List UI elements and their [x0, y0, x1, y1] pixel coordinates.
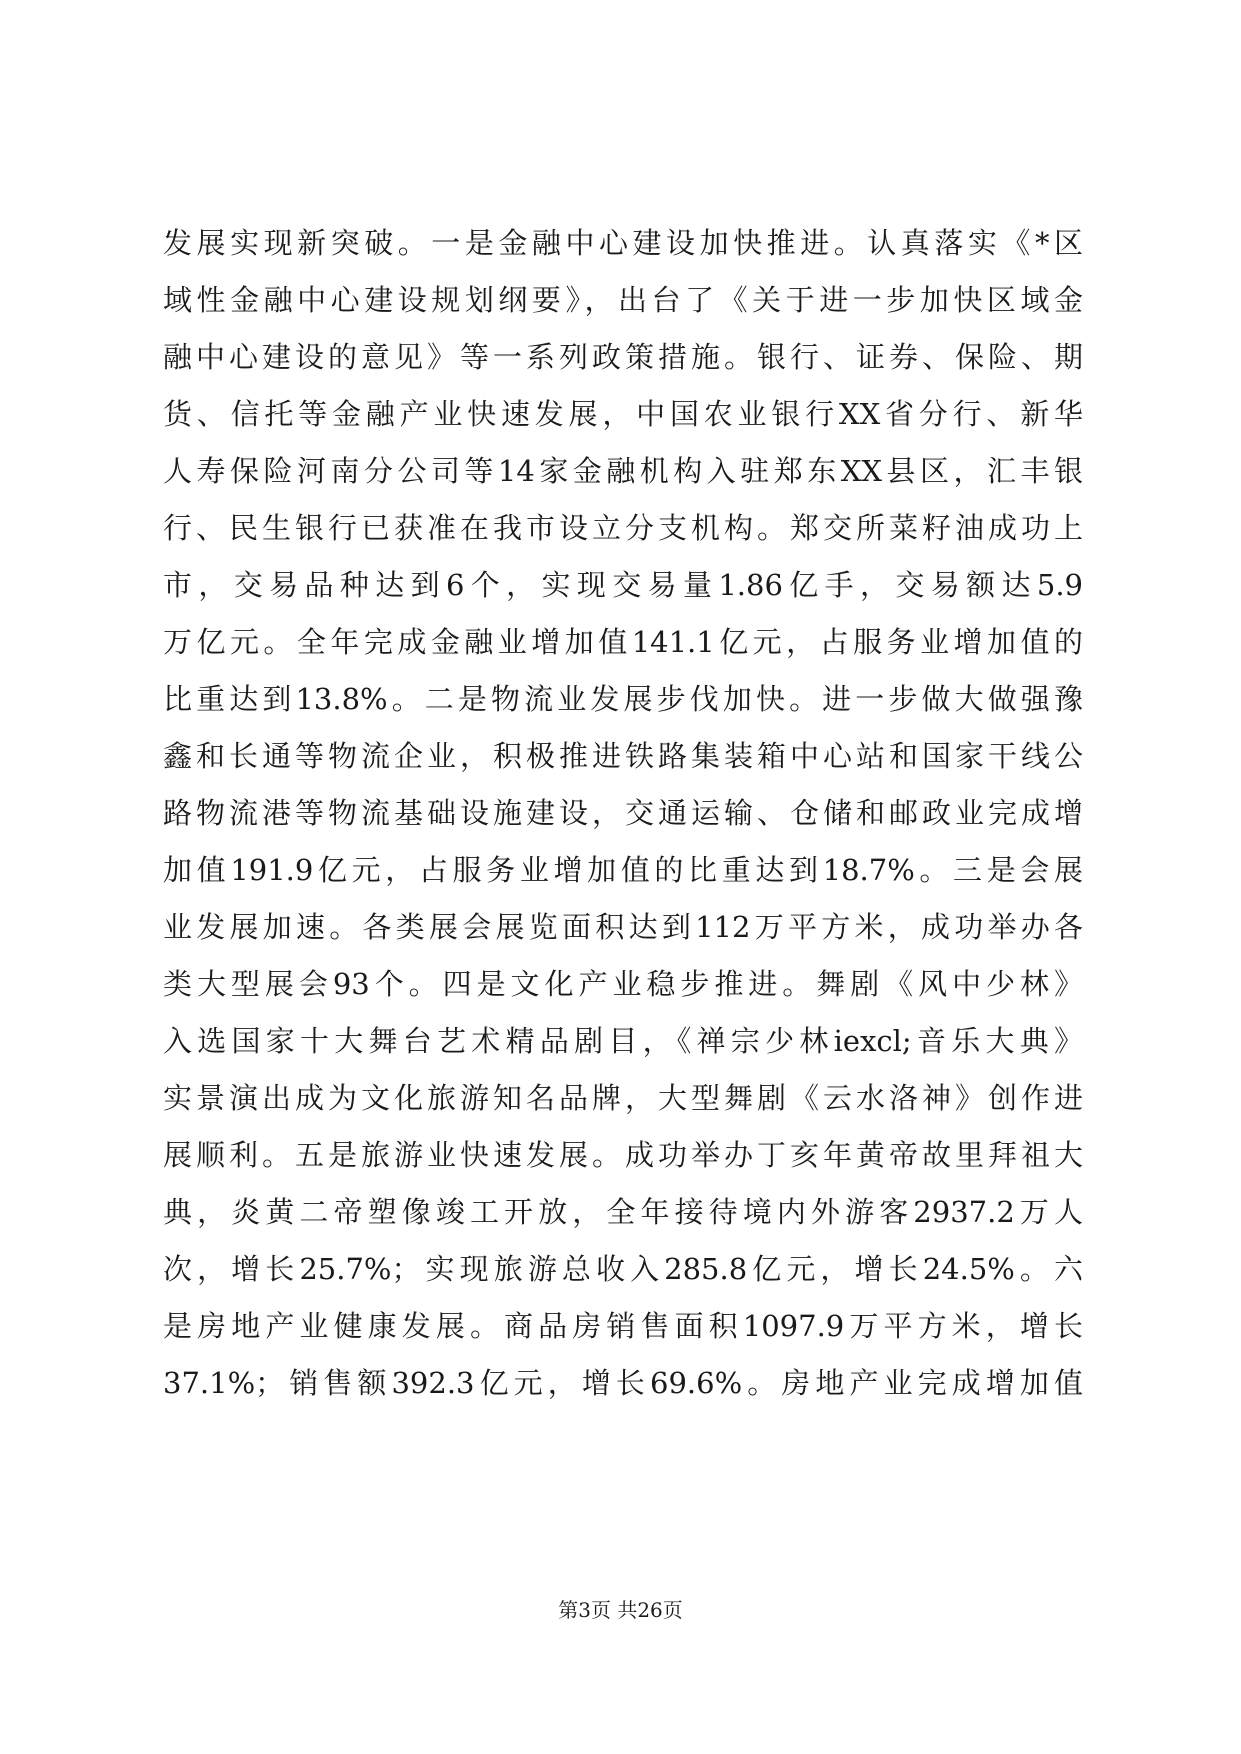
text-line: 次，增长25.7%；实现旅游总收入285.8亿元，增长24.5%。六 [163, 1252, 1083, 1286]
text-line: 发展实现新突破。一是金融中心建设加快推进。认真落实《*区 [163, 226, 1083, 260]
text-line: 行、民生银行已获准在我市设立分支机构。郑交所菜籽油成功上 [163, 511, 1083, 545]
text-line: 域性金融中心建设规划纲要》，出台了《关于进一步加快区域金 [163, 283, 1083, 317]
text-line: 鑫和长通等物流企业，积极推进铁路集装箱中心站和国家干线公 [163, 739, 1083, 773]
text-line: 万亿元。全年完成金融业增加值141.1亿元，占服务业增加值的 [163, 625, 1083, 659]
text-line: 比重达到13.8%。二是物流业发展步伐加快。进一步做大做强豫 [163, 682, 1083, 716]
page-footer: 第3页 共26页 [558, 1598, 683, 1622]
text-line: 实景演出成为文化旅游知名品牌，大型舞剧《云水洛神》创作进 [163, 1081, 1083, 1115]
text-line: 市，交易品种达到6个，实现交易量1.86亿手，交易额达5.9 [163, 568, 1083, 602]
text-line: 37.1%；销售额392.3亿元，增长69.6%。房地产业完成增加值 [163, 1366, 1083, 1400]
text-line: 是房地产业健康发展。商品房销售面积1097.9万平方米，增长 [163, 1309, 1083, 1343]
text-line: 业发展加速。各类展会展览面积达到112万平方米，成功举办各 [163, 910, 1083, 944]
text-line: 入选国家十大舞台艺术精品剧目，《禅宗少林iexcl;音乐大典》 [163, 1024, 1083, 1058]
text-line: 路物流港等物流基础设施建设，交通运输、仓储和邮政业完成增 [163, 796, 1083, 830]
text-line: 加值191.9亿元，占服务业增加值的比重达到18.7%。三是会展 [163, 853, 1083, 887]
text-line: 展顺利。五是旅游业快速发展。成功举办丁亥年黄帝故里拜祖大 [163, 1138, 1083, 1172]
text-line: 融中心建设的意见》等一系列政策措施。银行、证券、保险、期 [163, 340, 1083, 374]
text-line: 典，炎黄二帝塑像竣工开放，全年接待境内外游客2937.2万人 [163, 1195, 1083, 1229]
text-line: 类大型展会93个。四是文化产业稳步推进。舞剧《风中少林》 [163, 967, 1083, 1001]
text-line: 人寿保险河南分公司等14家金融机构入驻郑东XX县区，汇丰银 [163, 454, 1083, 488]
text-line: 货、信托等金融产业快速发展，中国农业银行XX省分行、新华 [163, 397, 1083, 431]
